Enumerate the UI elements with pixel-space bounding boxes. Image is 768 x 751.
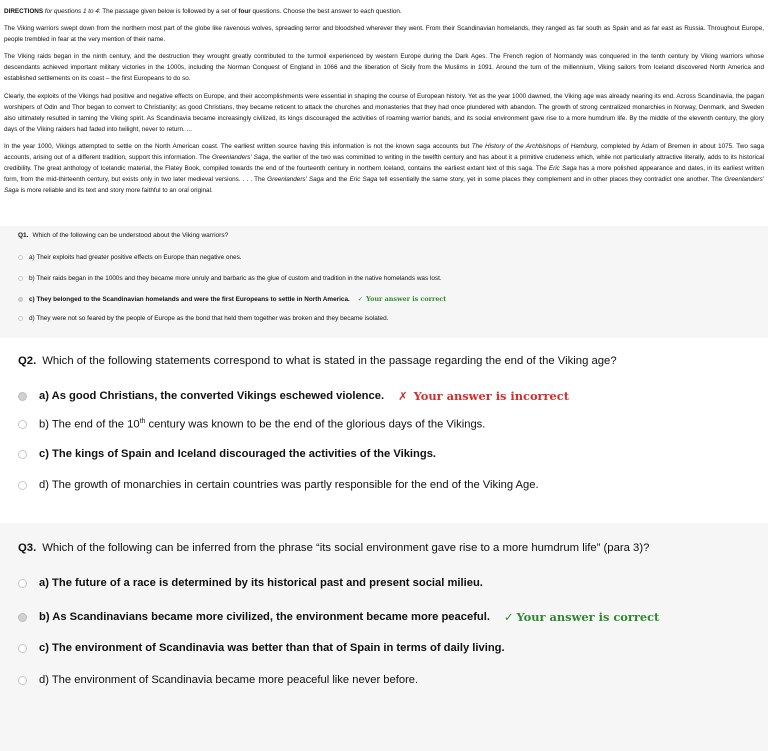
q3-option-b[interactable]: b) As Scandinavians became more civilized, the environment became more peaceful. ✓ Your answer is correct [18,610,659,624]
check-icon: ✓ [357,295,364,303]
q3-feedback: ✓ Your answer is correct [503,610,660,624]
q3-option-d[interactable]: d) The environment of Scandinavia became more peaceful like never before. [18,674,418,686]
q1-option-b[interactable]: b) Their raids began in the 1000s and they became more unruly and barbaric as the glue of custom and tradition in the native homelands was lost. [18,275,442,282]
radio-button[interactable] [18,579,27,588]
passage-paragraph-1: The Viking warriors swept down from the northern most part of the globe like ravenous wolves, spreading terror and bloodshed wherever they went. From their Scandinavian homelands, they ranged as far south as Spain and as far east as Russia. Throughout Europe, people trembled in fear at the very mention of their name. [4,25,764,44]
q1-option-d[interactable]: d) They were not so feared by the people of Europe as the bond that held them together was broken and they became isolated. [18,315,388,322]
passage-panel [0,0,768,355]
q2-option-c[interactable]: c) The kings of Spain and Iceland discouraged the activities of the Vikings. [18,448,436,460]
question-1 [0,226,768,354]
check-icon: ✓ [503,610,514,624]
radio-button-selected[interactable] [18,297,23,302]
q2-option-d[interactable]: d) The growth of monarchies in certain countries was partly responsible for the end of the Viking Age. [18,479,539,491]
q1-option-a[interactable]: a) Their exploits had greater positive effects on Europe than negative ones. [18,254,242,261]
passage-paragraph-2: The Viking raids began in the ninth century, and the destruction they wrought greatly contributed to the turmoil experienced by western Europe during the Dark Ages. The French region of Normandy was conquered in the tenth century by Viking warriors whose descendants achieved important military victories in the 1000s, including the Norman Conquest of England in 1066 and the liberation of Sicily from the Muslims in 1091. Around the turn of the millennium, Viking sailors from Iceland discovered North America and established settlements on its coast – the first Europeans to do so. [4,53,764,83]
q1-option-c[interactable]: c) They belonged to the Scandinavian homelands and were the first Europeans to settle in North America. ✓ Your answer is correct [18,295,446,303]
q3-option-c[interactable]: c) The environment of Scandinavia was better than that of Spain in terms of daily living. [18,642,505,654]
radio-button[interactable] [18,450,27,459]
question-3-title: Q3. Which of the following can be inferred from the phrase “its social environment gave rise to a more humdrum life” (para 3)? [18,542,650,554]
passage-paragraph-3: Clearly, the exploits of the Vikings had positive and negative effects on Europe, and their accomplishments were essential in shaping the course of European history. Yet as the year 1000 dawned, the Viking age was already nearing its end. Across Scandinavia, the pagan worshipers of Odin and Thor began to convert to Christianity; as good Christians, they became reticent to attack the churches and monasteries that they had once plundered with abandon. The growth of strong centralized monarchies in Norway, Denmark, and Sweden also ultimately resulted in taming the Viking spirit. As Scandinavia became increasingly civilized, its kings discouraged the activities of roaming warrior bands, and its social environment gave rise to a more humdrum life. By the middle of the eleventh century, the glory days of the Viking raiders had faded into twilight, never to return. ... [4,92,764,133]
radio-button[interactable] [18,276,23,281]
radio-button[interactable] [18,420,27,429]
q1-feedback: ✓ Your answer is correct [357,295,447,303]
radio-button[interactable] [18,255,23,260]
radio-button-selected[interactable] [18,392,27,401]
q2-option-a[interactable]: a) As good Christians, the converted Vikings eschewed violence. ✗ Your answer is incorrect [18,389,569,403]
question-2-title: Q2. Which of the following statements correspond to what is stated in the passage regarding the end of the Viking age? [18,355,617,367]
q2-option-b[interactable]: b) The end of the 10th century was known to be the end of the glorious days of the Vikings. [18,418,485,431]
question-1-title: Q1. Which of the following can be understood about the Viking warriors? [18,232,229,239]
radio-button[interactable] [18,644,27,653]
radio-button[interactable] [18,481,27,490]
question-3 [0,523,768,751]
q3-option-a[interactable]: a) The future of a race is determined by its historical past and present social milieu. [18,577,483,589]
radio-button[interactable] [18,316,23,321]
cross-icon: ✗ [398,389,408,403]
radio-button-selected[interactable] [18,613,27,622]
directions: DIRECTIONS for questions 1 to 4: The passage given below is followed by a set of four questions. Choose the best answer to each question. [4,8,402,15]
passage-paragraph-4: In the year 1000, Vikings attempted to settle on the North American coast. The earliest written source having this information is not the known saga accounts but The History of the Archbishops of Hamburg, completed by Adam of Bremen in about 1075. Two saga accounts, arising out of a different tradition, support this information. The Greenlanders' Saga, the earlier of the two was committed to writing in the twelfth century and has about it a primitive crudeness which, while not particularly attractive literally, adds to its historical credibility. The great anthology of Icelandic material, the Flatey Book, compiled towards the end of the fourteenth century in northern Iceland, contains the earliest extant text of this saga. The Eric Saga has a more polished appearance and dates, in its earliest written form, from the mid-thirteenth century, but exists only in two later medieval versions. . . . The Greenlanders' Saga and the Eric Saga tell essentially the same story, yet in some places they complement and in other places they contradict one another. The Greenlanders' Saga is more reliable and its text and story more faithful to an oral original. [4,142,765,195]
question-2 [0,338,768,523]
q2-feedback: ✗ Your answer is incorrect [398,389,569,403]
radio-button[interactable] [18,676,27,685]
